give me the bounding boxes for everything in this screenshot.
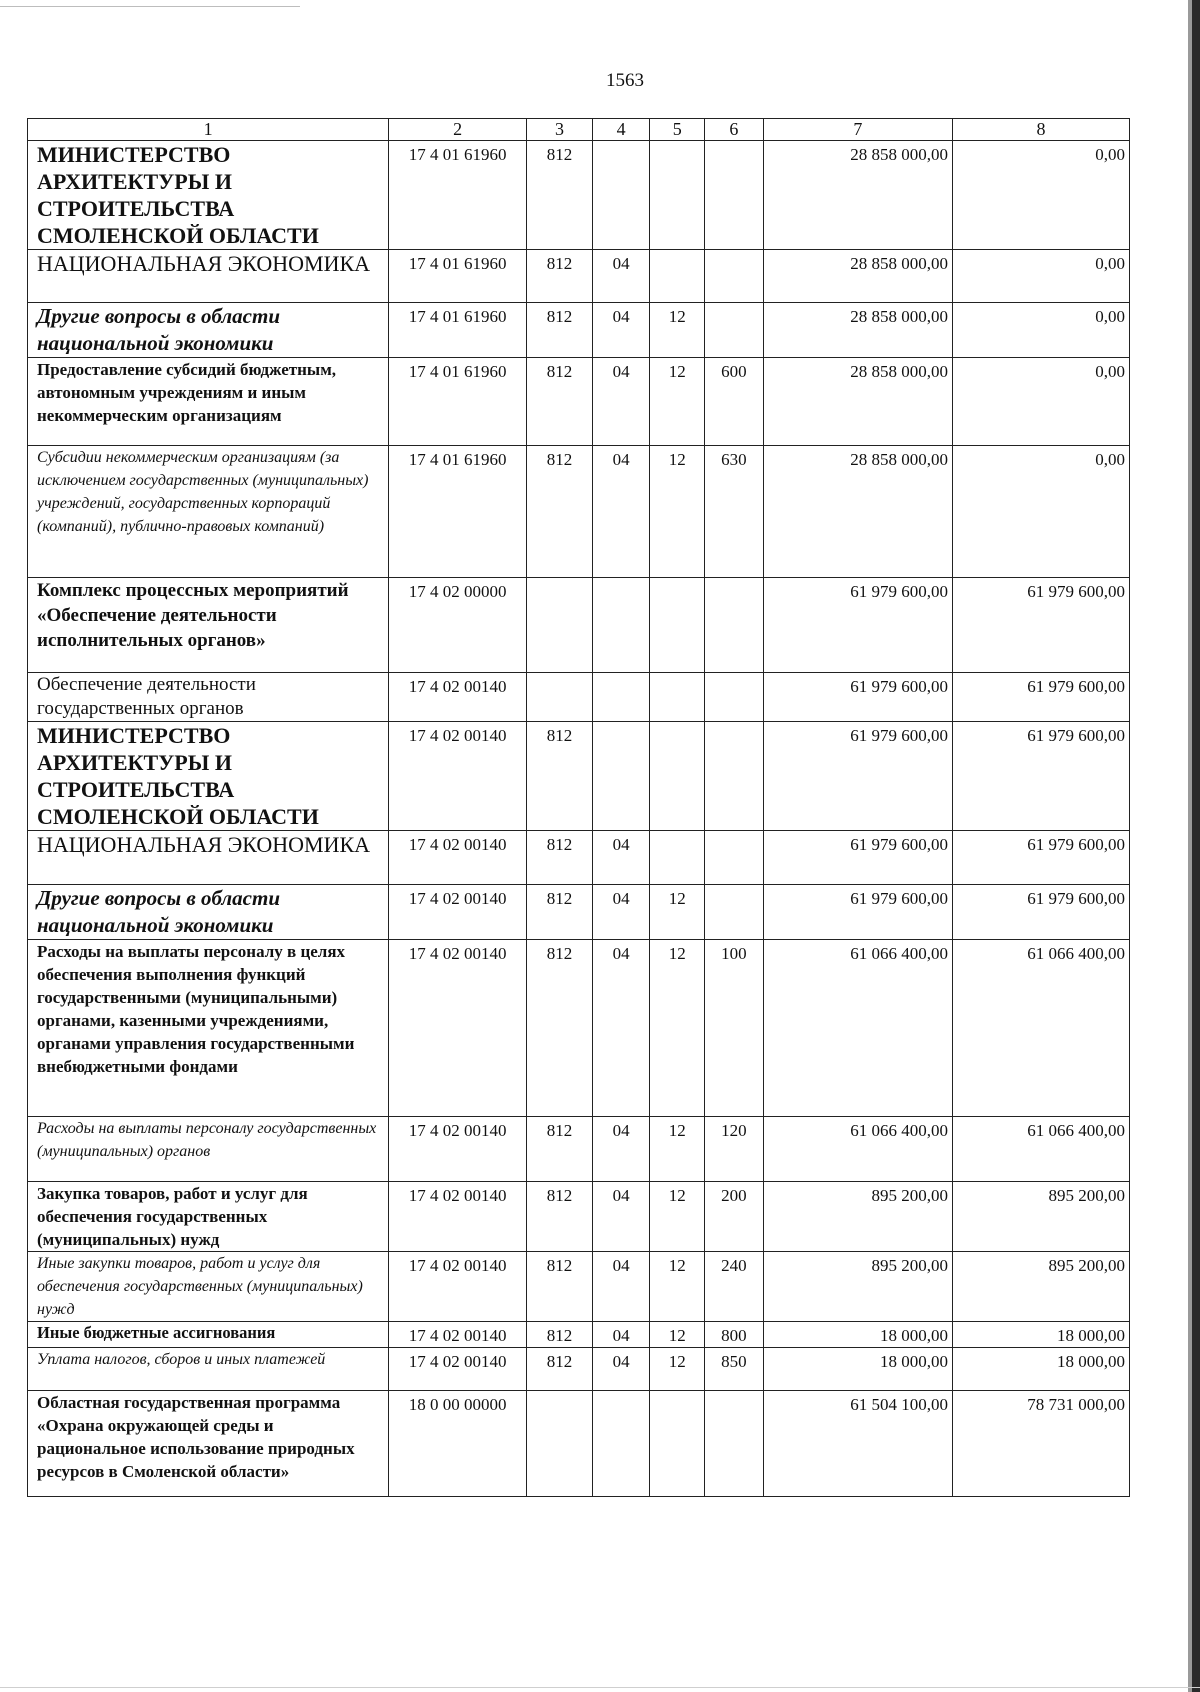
column-6-cell: 100 [705,940,764,1117]
target-code-cell: 17 4 02 00140 [389,1252,527,1322]
target-code-cell: 17 4 01 61960 [389,141,527,250]
target-code-cell: 17 4 01 61960 [389,250,527,303]
table-row [28,1391,1130,1497]
target-code-cell: 17 4 02 00140 [389,940,527,1117]
amount-8-cell: 0,00 [952,141,1129,250]
column-5-cell [650,141,705,250]
column-5-cell: 12 [650,358,705,446]
amount-7-cell: 61 979 600,00 [763,578,952,673]
column-5-cell: 12 [650,1322,705,1348]
table-row [28,722,1130,831]
column-4-cell [592,141,650,250]
column-4-cell: 04 [592,1348,650,1391]
column-3-cell: 812 [527,141,593,250]
amount-8-cell: 18 000,00 [952,1348,1129,1391]
header-cell-7: 7 [763,119,952,141]
column-4-cell: 04 [592,831,650,885]
column-6-cell: 800 [705,1322,764,1348]
scan-edge-bottom [0,1687,1200,1688]
amount-7-cell: 18 000,00 [763,1348,952,1391]
row-name-cell: Иные закупки товаров, работ и услуг для обеспечения государственных (муниципальных) нужд [28,1252,389,1322]
row-name-cell: Расходы на выплаты персоналу в целях обеспечения выполнения функций государственными (муниципальными) органами, казенными учреждениями, органами управления государственными внебюджетными фондами [28,940,389,1117]
target-code-cell: 18 0 00 00000 [389,1391,527,1497]
row-name-cell: Расходы на выплаты персоналу государственных (муниципальных) органов [28,1117,389,1182]
column-3-cell [527,1391,593,1497]
table-row [28,885,1130,940]
column-4-cell [592,578,650,673]
amount-8-cell: 78 731 000,00 [952,1391,1129,1497]
table-row [28,578,1130,673]
target-code-cell: 17 4 02 00140 [389,885,527,940]
column-3-cell [527,578,593,673]
column-5-cell: 12 [650,446,705,578]
column-6-cell [705,303,764,358]
amount-8-cell: 18 000,00 [952,1322,1129,1348]
amount-8-cell: 0,00 [952,303,1129,358]
column-4-cell [592,1391,650,1497]
column-6-cell [705,831,764,885]
amount-7-cell: 18 000,00 [763,1322,952,1348]
amount-7-cell: 28 858 000,00 [763,446,952,578]
column-6-cell: 240 [705,1252,764,1322]
row-name-cell: МИНИСТЕРСТВО АРХИТЕКТУРЫ И СТРОИТЕЛЬСТВА СМОЛЕНСКОЙ ОБЛАСТИ [28,722,389,831]
amount-7-cell: 61 979 600,00 [763,673,952,722]
column-6-cell: 200 [705,1182,764,1252]
header-row [28,119,1130,141]
row-name-cell: Уплата налогов, сборов и иных платежей [28,1348,389,1391]
column-4-cell: 04 [592,303,650,358]
amount-7-cell: 61 979 600,00 [763,722,952,831]
amount-7-cell: 28 858 000,00 [763,250,952,303]
column-5-cell [650,1391,705,1497]
table-row [28,1117,1130,1182]
amount-8-cell: 61 066 400,00 [952,1117,1129,1182]
scan-edge-right [1192,0,1200,1692]
row-name-cell: Другие вопросы в области национальной экономики [28,885,389,940]
page-number: 1563 [606,70,644,91]
row-name-cell: МИНИСТЕРСТВО АРХИТЕКТУРЫ И СТРОИТЕЛЬСТВА СМОЛЕНСКОЙ ОБЛАСТИ [28,141,389,250]
row-name-cell: Закупка товаров, работ и услуг для обеспечения государственных (муниципальных) нужд [28,1182,389,1252]
amount-8-cell: 61 979 600,00 [952,722,1129,831]
column-6-cell [705,578,764,673]
row-name-cell: Другие вопросы в области национальной экономики [28,303,389,358]
amount-8-cell: 895 200,00 [952,1182,1129,1252]
column-4-cell: 04 [592,1117,650,1182]
table-row [28,673,1130,722]
header-cell-4: 4 [592,119,650,141]
row-name-cell: Предоставление субсидий бюджетным, автономным учреждениям и иным некоммерческим организациям [28,358,389,446]
column-3-cell: 812 [527,446,593,578]
column-6-cell: 850 [705,1348,764,1391]
table-row [28,1322,1130,1348]
amount-7-cell: 61 066 400,00 [763,940,952,1117]
column-3-cell: 812 [527,1117,593,1182]
target-code-cell: 17 4 02 00140 [389,722,527,831]
column-3-cell [527,673,593,722]
column-5-cell: 12 [650,1117,705,1182]
column-6-cell: 120 [705,1117,764,1182]
table-row [28,446,1130,578]
target-code-cell: 17 4 02 00140 [389,1117,527,1182]
column-3-cell: 812 [527,303,593,358]
column-5-cell [650,722,705,831]
column-6-cell [705,722,764,831]
column-5-cell [650,250,705,303]
amount-7-cell: 61 504 100,00 [763,1391,952,1497]
column-6-cell [705,673,764,722]
table-row [28,1252,1130,1322]
target-code-cell: 17 4 02 00140 [389,673,527,722]
column-5-cell: 12 [650,885,705,940]
row-name-cell: Комплекс процессных мероприятий «Обеспечение деятельности исполнительных органов» [28,578,389,673]
row-name-cell: НАЦИОНАЛЬНАЯ ЭКОНОМИКА [28,831,389,885]
amount-8-cell: 61 979 600,00 [952,885,1129,940]
amount-8-cell: 0,00 [952,250,1129,303]
target-code-cell: 17 4 02 00140 [389,831,527,885]
row-name-cell: Субсидии некоммерческим организациям (за исключением государственных (муниципальных) учреждений, государственных корпораций (компаний), публично-правовых компаний) [28,446,389,578]
column-4-cell: 04 [592,940,650,1117]
target-code-cell: 17 4 01 61960 [389,358,527,446]
column-3-cell: 812 [527,885,593,940]
amount-8-cell: 61 979 600,00 [952,673,1129,722]
target-code-cell: 17 4 02 00000 [389,578,527,673]
column-4-cell: 04 [592,250,650,303]
amount-7-cell: 61 979 600,00 [763,885,952,940]
column-3-cell: 812 [527,831,593,885]
table-row [28,1348,1130,1391]
amount-8-cell: 895 200,00 [952,1252,1129,1322]
column-3-cell: 812 [527,722,593,831]
column-5-cell: 12 [650,303,705,358]
column-4-cell: 04 [592,1322,650,1348]
amount-8-cell: 0,00 [952,446,1129,578]
budget-table [27,118,1130,1497]
table-row [28,940,1130,1117]
amount-7-cell: 895 200,00 [763,1182,952,1252]
amount-8-cell: 0,00 [952,358,1129,446]
column-6-cell: 630 [705,446,764,578]
column-4-cell [592,722,650,831]
header-cell-3: 3 [527,119,593,141]
column-3-cell: 812 [527,940,593,1117]
header-cell-2: 2 [389,119,527,141]
target-code-cell: 17 4 01 61960 [389,446,527,578]
column-4-cell: 04 [592,358,650,446]
table-row [28,358,1130,446]
column-5-cell: 12 [650,1348,705,1391]
column-3-cell: 812 [527,1182,593,1252]
amount-8-cell: 61 066 400,00 [952,940,1129,1117]
column-5-cell: 12 [650,940,705,1117]
amount-7-cell: 28 858 000,00 [763,303,952,358]
column-6-cell: 600 [705,358,764,446]
amount-7-cell: 28 858 000,00 [763,141,952,250]
header-cell-6: 6 [705,119,764,141]
amount-7-cell: 61 979 600,00 [763,831,952,885]
column-4-cell: 04 [592,885,650,940]
scan-edge-top [0,6,300,7]
amount-7-cell: 28 858 000,00 [763,358,952,446]
column-5-cell [650,831,705,885]
target-code-cell: 17 4 02 00140 [389,1182,527,1252]
target-code-cell: 17 4 02 00140 [389,1348,527,1391]
table-row [28,831,1130,885]
row-name-cell: НАЦИОНАЛЬНАЯ ЭКОНОМИКА [28,250,389,303]
target-code-cell: 17 4 01 61960 [389,303,527,358]
column-3-cell: 812 [527,1252,593,1322]
row-name-cell: Иные бюджетные ассигнования [28,1322,389,1348]
header-cell-1: 1 [28,119,389,141]
amount-7-cell: 895 200,00 [763,1252,952,1322]
header-cell-5: 5 [650,119,705,141]
column-5-cell: 12 [650,1182,705,1252]
table-row [28,303,1130,358]
column-4-cell: 04 [592,1182,650,1252]
column-5-cell [650,578,705,673]
column-3-cell: 812 [527,1348,593,1391]
column-6-cell [705,250,764,303]
column-3-cell: 812 [527,250,593,303]
column-5-cell: 12 [650,1252,705,1322]
column-4-cell: 04 [592,446,650,578]
row-name-cell: Обеспечение деятельности государственных органов [28,673,389,722]
column-6-cell [705,885,764,940]
table-row [28,141,1130,250]
column-3-cell: 812 [527,358,593,446]
amount-7-cell: 61 066 400,00 [763,1117,952,1182]
column-4-cell: 04 [592,1252,650,1322]
column-3-cell: 812 [527,1322,593,1348]
table-row [28,250,1130,303]
column-6-cell [705,1391,764,1497]
header-cell-8: 8 [952,119,1129,141]
target-code-cell: 17 4 02 00140 [389,1322,527,1348]
row-name-cell: Областная государственная программа «Охрана окружающей среды и рациональное использование природных ресурсов в Смоленской области» [28,1391,389,1497]
column-4-cell [592,673,650,722]
amount-8-cell: 61 979 600,00 [952,831,1129,885]
table-row [28,1182,1130,1252]
amount-8-cell: 61 979 600,00 [952,578,1129,673]
column-5-cell [650,673,705,722]
column-6-cell [705,141,764,250]
